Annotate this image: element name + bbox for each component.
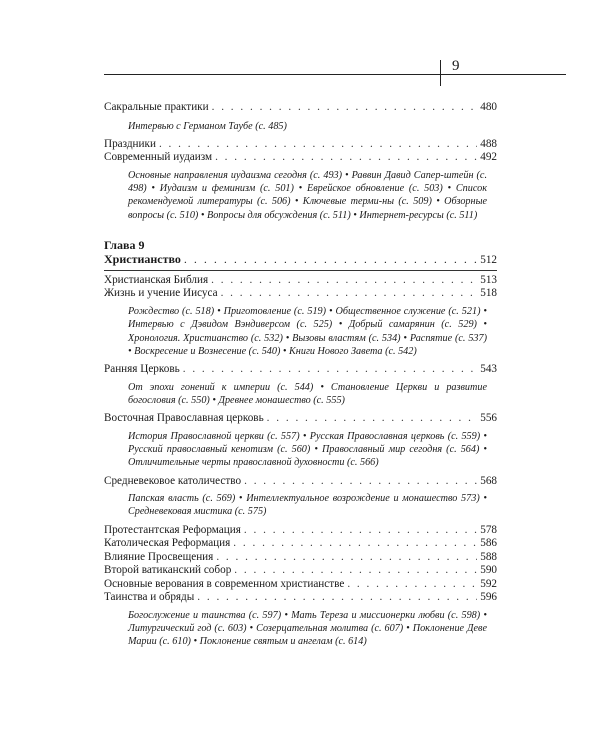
leader-dots — [184, 252, 477, 266]
toc-entry-page: 578 — [480, 523, 497, 536]
leader-dots — [233, 537, 477, 551]
leader-dots — [347, 578, 477, 592]
toc-subentries: Богослужение и таинства (с. 597) • Мать Тереза и миссионерки любви (с. 598) • Литургический год (с. 603) • Созерцательная молитва (с. 607) • Поклонение Деве Марии (с. 610) • Поклонение святым и ангелам (с. 614) — [128, 609, 487, 648]
toc-subentries: Основные направления иудаизма сегодня (с. 493) • Раввин Давид Сапер-штейн (с. 498) • Иудаизм и феминизм (с. 501) • Еврейское обновление (с. 503) • Список рекомендуемой литературы (с. 506) • Ключевые терми-ны (с. 509) • Обзорные вопросы (с. 510) • Вопросы для обсуждения (с. 511) • Интернет-ресурсы (с. 511) — [128, 169, 487, 221]
toc-entry-title: Праздники — [104, 137, 156, 150]
chapter-page: 512 — [480, 253, 497, 266]
toc-entry[interactable] — [104, 101, 497, 115]
toc-subentries: Папская власть (с. 569) • Интеллектуальное возрождение и монашество 573) • Средневековая мистика (с. 575) — [128, 493, 487, 518]
toc-entry-title: Современный иудаизм — [104, 151, 213, 164]
toc-entry-page: 492 — [480, 151, 497, 164]
toc-entry-title: Влияние Просвещения — [104, 550, 214, 563]
toc-entry-page: 518 — [480, 287, 497, 300]
page-number: 9 — [452, 58, 460, 74]
toc-entry-page: 480 — [480, 101, 497, 113]
toc-subentries: История Православной церкви (с. 557) • Русская Православная церковь (с. 559) • Русский православный кенотизм (с. 560) • Православный мир сегодня (с. 564) • Отличительные черты православной духовности (с. 566) — [128, 430, 487, 469]
toc-entry[interactable] — [104, 151, 497, 165]
leader-dots — [183, 363, 477, 377]
toc-entry-title: Восточная Православная церковь — [104, 412, 264, 425]
toc-entry[interactable] — [104, 138, 497, 152]
toc-entry[interactable] — [104, 564, 497, 578]
toc-entry-title: Ранняя Церковь — [104, 363, 180, 376]
leader-dots — [215, 151, 477, 165]
toc-entry[interactable] — [104, 537, 497, 551]
toc-entry[interactable] — [104, 551, 497, 565]
toc-entry-title: Основные верования в современном христианстве — [104, 577, 345, 590]
leader-dots — [211, 274, 477, 288]
leader-dots — [244, 475, 477, 489]
leader-dots — [267, 412, 478, 426]
toc-entry-title: Католическая Реформация — [104, 537, 231, 550]
toc-subentries: От эпохи гонений к империи (с. 544) • Становление Церкви и развитие богословия (с. 550) • Древнее монашество (с. 555) — [128, 381, 487, 406]
header-rule — [104, 74, 566, 75]
toc-entry-page: 488 — [480, 137, 497, 150]
toc-entry-page: 513 — [480, 273, 497, 286]
toc-entry[interactable] — [104, 412, 497, 426]
chapter-title: Христианство — [104, 251, 181, 266]
leader-dots — [197, 591, 477, 605]
table-of-contents — [104, 101, 497, 649]
toc-entry[interactable] — [104, 591, 497, 605]
chapter-entry[interactable] — [104, 252, 497, 267]
toc-entry[interactable] — [104, 475, 497, 489]
toc-entry[interactable] — [104, 287, 497, 301]
toc-entry[interactable] — [104, 274, 497, 288]
toc-entry-title: Второй ватиканский собор — [104, 564, 232, 577]
toc-entry-title: Христианская Библия — [104, 273, 209, 286]
leader-dots — [234, 564, 477, 578]
toc-entry-page: 556 — [480, 412, 497, 425]
toc-entry[interactable] — [104, 524, 497, 538]
header-divider — [440, 60, 441, 86]
toc-subentries: Рождество (с. 518) • Приготовление (с. 519) • Общественное служение (с. 521) • Интервью с Дэвидом Вэндиверсом (с. 525) • Добрый самарянин (с. 529) • Хронология. Христианство (с. 532) • Вызовы властям (с. 534) • Распятие (с. 537) • Воскресение и Вознесение (с. 540) • Книги Нового Завета (с. 542) — [128, 305, 487, 357]
toc-entry-page: 590 — [480, 564, 497, 577]
toc-entry-title: Сакральные практики — [104, 101, 209, 113]
leader-dots — [221, 287, 478, 301]
leader-dots — [159, 138, 477, 152]
leader-dots — [212, 101, 478, 115]
leader-dots — [244, 524, 477, 538]
toc-subentries: Интервью с Германом Таубе (с. 485) — [128, 120, 287, 132]
toc-entry-page: 586 — [480, 537, 497, 550]
toc-entry-title: Жизнь и учение Иисуса — [104, 287, 218, 300]
toc-entry-page: 543 — [480, 363, 497, 376]
chapter-rule — [104, 270, 497, 271]
toc-entry-page: 568 — [480, 474, 497, 487]
leader-dots — [216, 551, 477, 565]
toc-entry-title: Таинства и обряды — [104, 591, 195, 604]
toc-entry-page: 592 — [480, 577, 497, 590]
chapter-label: Глава 9 — [104, 237, 145, 252]
toc-entry-page: 588 — [480, 550, 497, 563]
toc-entry[interactable] — [104, 578, 497, 592]
toc-entry-title: Протестантская Реформация — [104, 523, 241, 536]
toc-entry-title: Средневековое католичество — [104, 474, 242, 487]
toc-entry-page: 596 — [480, 591, 497, 604]
toc-entry[interactable] — [104, 363, 497, 377]
